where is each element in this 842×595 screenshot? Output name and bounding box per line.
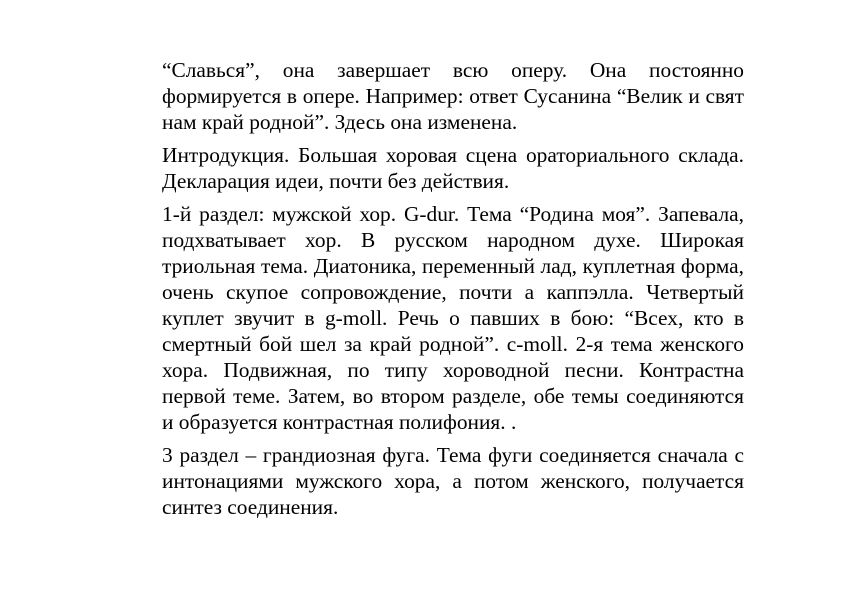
document-text [162,57,744,527]
paragraph-slavsya: “Славься”, она завершает всю оперу. Она постоянно формируется в опере. Например: ответ Сусанина “Велик и свят нам край родной”. Здесь она изменена. [162,58,744,134]
paragraph-introduction: Интродукция. Большая хоровая сцена ораториального склада. Декларация идеи, почти без действия. [162,143,744,193]
paragraph-section-3: 3 раздел – грандиозная фуга. Тема фуги соединяется сначала с интонациями мужского хора, а потом женского, получается синтез соединения. [162,443,744,519]
paragraph-section-1: 1-й раздел: мужской хор. G-dur. Тема “Родина моя”. Запевала, подхватывает хор. В русском народном духе. Широкая триольная тема. Диатоника, переменный лад, куплетная форма, очень скупое сопровождение, почти а каппэлла. Четвертый куплет звучит в g-moll. Речь о павших в бою: “Всех, кто в смертный бой шел за край родной”. c-moll. 2-я тема женского хора. Подвижная, по типу хороводной песни. Контрастна первой теме. Затем, во втором разделе, обе темы соединяются и образуется контрастная полифония. . [162,202,744,434]
